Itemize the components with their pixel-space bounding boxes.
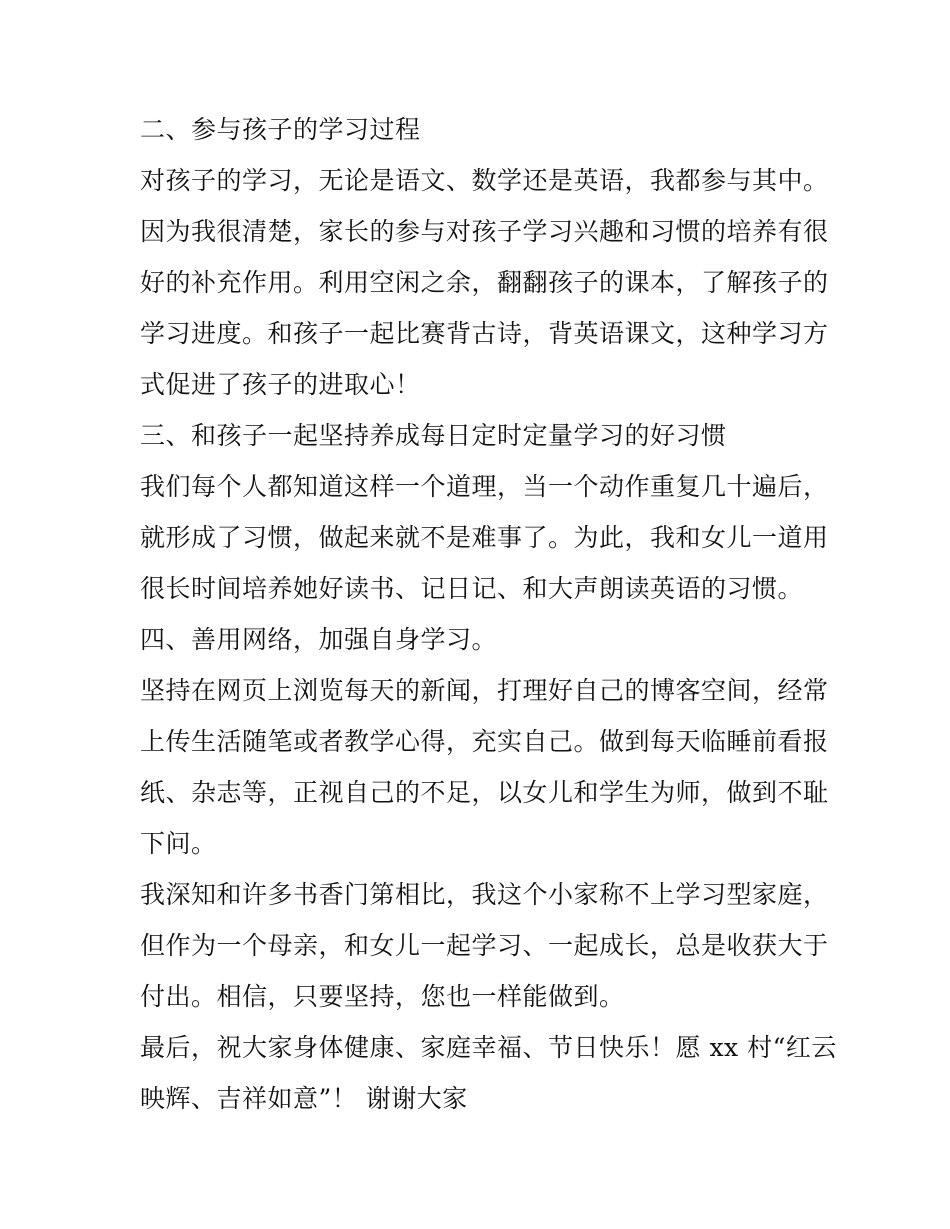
paragraph-line: 我深知和许多书香门第相比，我这个小家称不上学习型家庭， xyxy=(140,880,829,909)
paragraph-line: 学习进度。和孩子一起比赛背古诗，背英语课文，这种学习方 xyxy=(140,319,829,348)
paragraph-line: 付出。相信，只要坚持，您也一样能做到。 xyxy=(140,982,625,1011)
paragraph-line: 式促进了孩子的进取心！ xyxy=(140,370,421,399)
paragraph-line: 对孩子的学习，无论是语文、数学还是英语，我都参与其中。 xyxy=(140,166,829,195)
paragraph-line: 上传生活随笔或者教学心得，充实自己。做到每天临睡前看报 xyxy=(140,727,829,756)
section-heading-3: 三、和孩子一起坚持养成每日定时定量学习的好习惯 xyxy=(140,421,727,450)
paragraph-line: 就形成了习惯，做起来就不是难事了。为此，我和女儿一道用 xyxy=(140,523,829,552)
paragraph-line: 但作为一个母亲，和女儿一起学习、一起成长，总是收获大于 xyxy=(140,931,829,960)
paragraph-line: 坚持在网页上浏览每天的新闻，打理好自己的博客空间，经常 xyxy=(140,676,829,705)
paragraph-line: 因为我很清楚，家长的参与对孩子学习兴趣和习惯的培养有很 xyxy=(140,217,829,246)
section-heading-2: 二、参与孩子的学习过程 xyxy=(140,115,421,144)
paragraph-line: 我们每个人都知道这样一个道理，当一个动作重复几十遍后， xyxy=(140,472,829,501)
closing-line: 最后，祝大家身体健康、家庭幸福、节日快乐！愿 xx 村“红云 xyxy=(140,1033,837,1062)
document-body xyxy=(140,104,837,1124)
paragraph-line: 好的补充作用。利用空闲之余，翻翻孩子的课本，了解孩子的 xyxy=(140,268,829,297)
closing-line: 映辉、吉祥如意”！ 谢谢大家 xyxy=(140,1084,468,1113)
paragraph-line: 很长时间培养她好读书、记日记、和大声朗读英语的习惯。 xyxy=(140,574,804,603)
section-heading-4: 四、善用网络，加强自身学习。 xyxy=(140,625,498,654)
paragraph-line: 纸、杂志等，正视自己的不足，以女儿和学生为师，做到不耻 xyxy=(140,778,829,807)
paragraph-line: 下问。 xyxy=(140,829,217,858)
